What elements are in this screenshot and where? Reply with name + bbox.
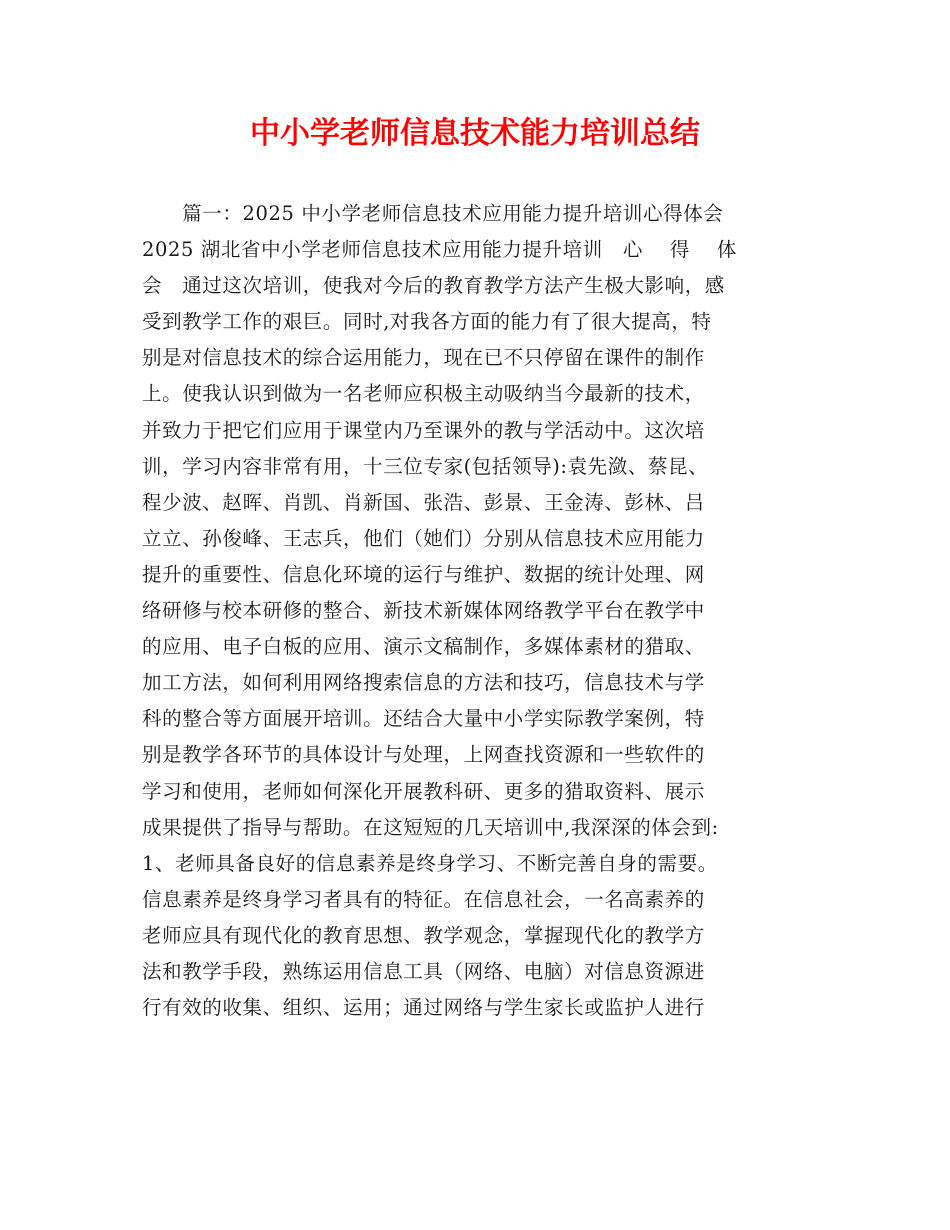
body-line: 1、老师具备良好的信息素养是终身学习、不断完善自身的需要。 <box>142 851 718 875</box>
body-line: 加工方法，如何利用网络搜索信息的方法和技巧，信息技术与学 <box>142 671 705 695</box>
body-line: 训，学习内容非常有用，十三位专家(包括领导):袁先潋、蔡昆、 <box>142 454 709 478</box>
body-line: 2025 湖北省中小学老师信息技术应用能力提升培训 心 得 体 <box>142 238 738 262</box>
body-line: 上。使我认识到做为一名老师应积极主动吸纳当今最新的技术， <box>142 382 705 406</box>
document-title: 中小学老师信息技术能力培训总结 <box>250 116 700 151</box>
body-line: 行有效的收集、组织、运用；通过网络与学生家长或监护人进行 <box>142 996 705 1020</box>
body-line: 会 通过这次培训，使我对今后的教育教学方法产生极大影响，感 <box>142 274 725 298</box>
body-line: 篇一：2025 中小学老师信息技术应用能力提升培训心得体会 <box>142 202 724 225</box>
body-line: 法和教学手段，熟练运用信息工具（网络、电脑）对信息资源进 <box>142 959 705 983</box>
body-line: 别是教学各环节的具体设计与处理，上网查找资源和一些软件的 <box>142 743 705 767</box>
body-line: 受到教学工作的艰巨。同时,对我各方面的能力有了很大提高，特 <box>142 310 712 334</box>
body-line: 学习和使用，老师如何深化开展教科研、更多的猎取资料、展示 <box>142 779 705 803</box>
body-line: 老师应具有现代化的教育思想、教学观念，掌握现代化的教学方 <box>142 923 705 947</box>
body-line: 立立、孙俊峰、王志兵，他们（她们）分别从信息技术应用能力 <box>142 526 705 550</box>
body-line: 信息素养是终身学习者具有的特征。在信息社会，一名高素养的 <box>142 887 705 911</box>
body-line: 科的整合等方面展开培训。还结合大量中小学实际教学案例，特 <box>142 707 705 731</box>
body-line: 成果提供了指导与帮助。在这短短的几天培训中,我深深的体会到: <box>142 815 719 839</box>
body-line: 程少波、赵晖、肖凯、肖新国、张浩、彭景、王金涛、彭林、吕 <box>142 490 705 514</box>
body-line: 并致力于把它们应用于课堂内乃至课外的教与学活动中。这次培 <box>142 418 705 442</box>
body-line: 的应用、电子白板的应用、演示文稿制作，多媒体素材的猎取、 <box>142 635 705 659</box>
body-line: 络研修与校本研修的整合、新技术新媒体网络教学平台在教学中 <box>142 599 705 623</box>
body-line: 提升的重要性、信息化环境的运行与维护、数据的统计处理、网 <box>142 562 705 586</box>
document-body <box>142 196 812 1026</box>
body-line: 别是对信息技术的综合运用能力，现在已不只停留在课件的制作 <box>142 346 705 370</box>
